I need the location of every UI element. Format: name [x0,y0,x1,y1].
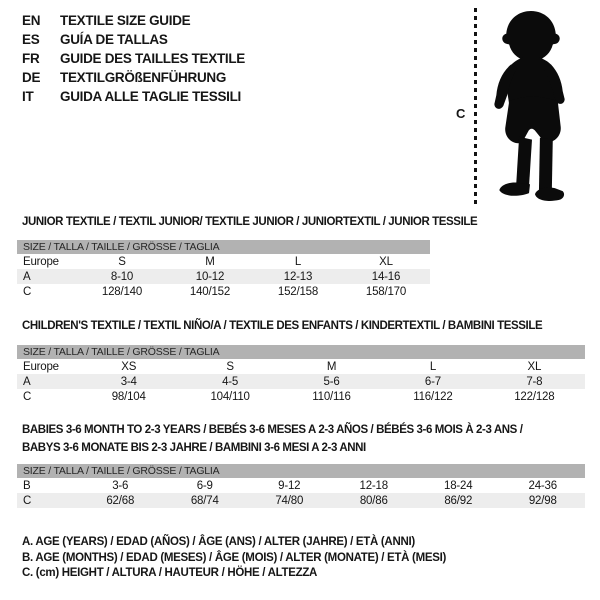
table-cell: 24-36 [528,479,557,492]
language-row [22,49,245,68]
table-cell: XL [379,255,393,268]
language-row [22,30,245,49]
table-cell: S [226,360,234,373]
row-label: A [23,375,31,388]
table-row [17,269,430,284]
table-row [17,374,585,389]
table-cell: 4-5 [222,375,239,388]
table-cell: XS [121,360,137,373]
language-row [22,11,245,30]
table-cell: 68/74 [190,494,219,507]
table-cell: S [118,255,126,268]
guide-title: TEXTILE SIZE GUIDE [60,13,191,28]
table-cell: 8-10 [110,270,134,283]
table-cell: 14-16 [371,270,401,283]
size-header-bar: SIZE / TALLA / TAILLE / GRÖSSE / TAGLIA [17,240,430,254]
table-cell: 140/152 [189,285,231,298]
table-cell: 5-6 [323,375,340,388]
row-label: Europe [23,255,59,268]
measurement-legend [22,536,446,583]
table-cell: 92/98 [528,494,557,507]
table-cell: 6-7 [424,375,441,388]
language-code: ES [22,32,40,47]
table-cell: 122/128 [514,390,555,403]
legend-line-b: B. AGE (MONTHS) / EDAD (MESES) / ÂGE (MOIS) / ALTER (MONATE) / ETÀ (MESI) [22,551,447,564]
table-cell: 3-4 [120,375,137,388]
table-body [17,254,430,299]
language-title-list [22,11,245,106]
table-row [17,284,430,299]
table-cell: L [429,360,437,373]
table-row [17,493,585,508]
row-label: Europe [23,360,59,373]
guide-title: TEXTILGRÖßENFÜHRUNG [60,70,227,85]
row-label: C [23,494,32,507]
size-header-bar: SIZE / TALLA / TAILLE / GRÖSSE / TAGLIA [17,345,585,359]
language-code: FR [22,51,40,66]
table-cell: 74/80 [275,494,304,507]
height-dashed-line [474,8,477,207]
language-row [22,87,245,106]
language-code: DE [22,70,41,85]
table-row [17,389,585,404]
table-body [17,359,585,404]
language-code: EN [22,13,41,28]
table-cell: M [205,255,215,268]
table-cell: 116/122 [413,390,453,403]
legend-line-c: C. (cm) HEIGHT / ALTURA / HAUTEUR / HÖHE / ALTEZZA [22,567,318,579]
table-cell: 104/110 [210,390,250,403]
legend-line-a: A. AGE (YEARS) / EDAD (AÑOS) / ÂGE (ANS) / ALTER (JAHRE) / ETÀ (ANNI) [22,536,415,548]
table-cell: 6-9 [196,479,213,492]
junior-table-title: JUNIOR TEXTILE / TEXTIL JUNIOR/ TEXTILE JUNIOR / JUNIORTEXTIL / JUNIOR TESSILE [22,216,478,228]
row-label: C [23,390,32,403]
table-cell: 98/104 [111,390,146,403]
table-cell: 110/116 [312,390,351,403]
guide-title: GUIDE DES TAILLES TEXTILE [60,51,246,66]
table-cell: L [294,255,302,268]
table-cell: 10-12 [195,270,225,283]
height-measure-figure [448,6,593,212]
babies-table-title-line2: BABYS 3-6 MONATE BIS 2-3 JAHRE / BAMBINI 3-6 MESI A 2-3 ANNI [22,442,366,454]
row-label: B [23,479,31,492]
babies-size-table [17,464,585,508]
size-header-bar: SIZE / TALLA / TAILLE / GRÖSSE / TAGLIA [17,464,585,478]
table-cell: 3-6 [112,479,129,492]
table-cell: 86/92 [444,494,473,507]
table-row [17,359,585,374]
table-row [17,254,430,269]
guide-title: GUIDA ALLE TAGLIE TESSILI [60,89,241,104]
table-cell: 128/140 [101,285,143,298]
row-label: A [23,270,31,283]
babies-table-title: BABIES 3-6 MONTH TO 2-3 YEARS / BEBÉS 3-6 MESES A 2-3 AÑOS / BÉBÉS 3-6 MOIS À 2-3 ANS / [22,424,523,436]
table-body [17,478,585,508]
table-cell: 80/86 [359,494,388,507]
table-cell: 62/68 [106,494,135,507]
table-cell: 12-18 [359,479,388,492]
toddler-silhouette-image [485,8,577,206]
table-cell: 7-8 [526,375,543,388]
guide-title: GUÍA DE TALLAS [60,32,168,47]
language-row [22,68,245,87]
children-table-title: CHILDREN'S TEXTILE / TEXTIL NIÑO/A / TEXTILE DES ENFANTS / KINDERTEXTIL / BAMBINI TESSILE [22,320,543,332]
table-cell: XL [527,360,542,373]
table-cell: 158/170 [365,285,407,298]
table-cell: M [326,360,337,373]
table-cell: 9-12 [278,479,301,492]
table-cell: 18-24 [444,479,473,492]
junior-size-table [17,240,430,299]
row-label: C [23,285,32,298]
children-size-table [17,345,585,404]
table-row [17,478,585,493]
language-code: IT [22,89,34,104]
table-cell: 152/158 [277,285,319,298]
height-measure-label: C [456,106,466,121]
table-cell: 12-13 [283,270,313,283]
